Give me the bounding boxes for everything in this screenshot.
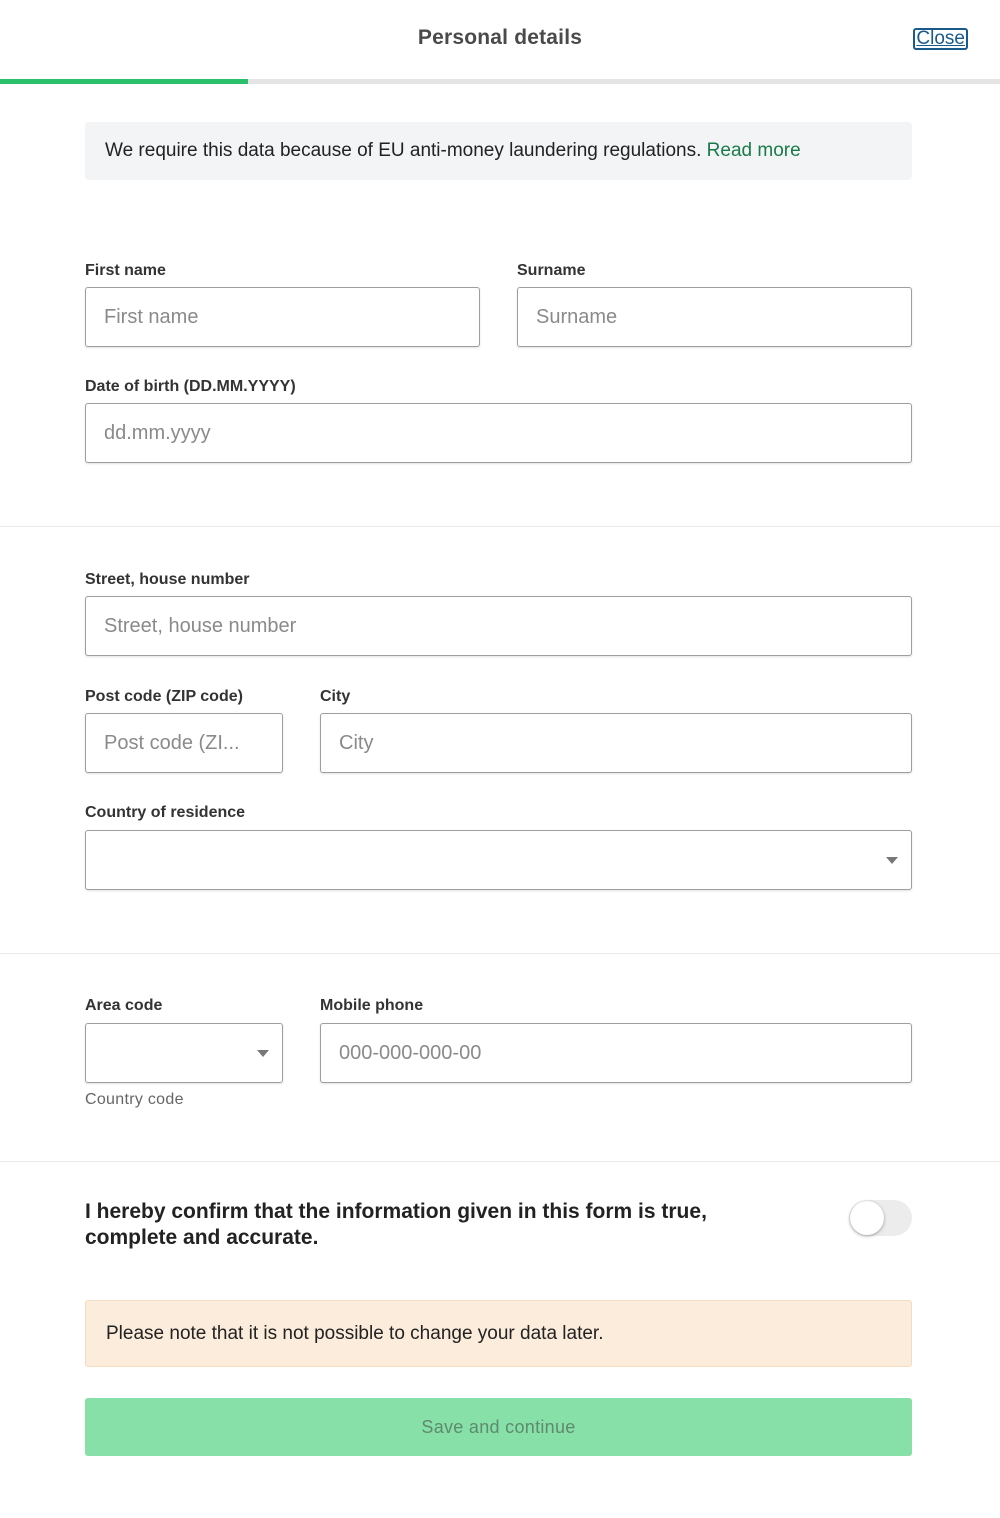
progress-fill: [0, 79, 248, 84]
country-select[interactable]: [85, 830, 912, 890]
first-name-label: First name: [85, 262, 166, 279]
city-label: City: [320, 688, 351, 705]
area-code-helper: Country code: [85, 1091, 184, 1108]
surname-input[interactable]: [517, 287, 912, 347]
toggle-knob: [850, 1201, 884, 1235]
mobile-label: Mobile phone: [320, 997, 424, 1014]
close-button[interactable]: Close: [913, 28, 968, 50]
street-input[interactable]: [85, 596, 912, 656]
postcode-label: Post code (ZIP code): [85, 688, 243, 705]
read-more-link[interactable]: Read more: [706, 140, 801, 161]
street-label: Street, house number: [85, 571, 250, 588]
info-banner: [85, 122, 912, 180]
section-divider: [0, 953, 1000, 954]
chevron-down-icon: [257, 1050, 269, 1057]
confirm-text: I hereby confirm that the information given in this form is true, complete and accurate.: [85, 1200, 707, 1249]
info-text: We require this data because of EU anti-money laundering regulations.: [105, 140, 702, 161]
header: [0, 0, 1000, 80]
warning-text: Please note that it is not possible to change your data later.: [106, 1323, 604, 1344]
section-divider: [0, 526, 1000, 527]
warning-banner: [85, 1300, 912, 1367]
section-divider: [0, 1161, 1000, 1162]
postcode-input[interactable]: [85, 713, 283, 773]
country-label: Country of residence: [85, 804, 246, 821]
area-code-select[interactable]: [85, 1023, 283, 1083]
area-code-label: Area code: [85, 997, 163, 1014]
mobile-input[interactable]: [320, 1023, 912, 1083]
chevron-down-icon: [886, 857, 898, 864]
page-title: Personal details: [417, 26, 583, 49]
surname-label: Surname: [517, 262, 586, 279]
save-and-continue-button[interactable]: Save and continue: [85, 1398, 912, 1456]
city-input[interactable]: [320, 713, 912, 773]
dob-label: Date of birth (DD.MM.YYYY): [85, 378, 296, 395]
first-name-input[interactable]: [85, 287, 480, 347]
dob-input[interactable]: [85, 403, 912, 463]
confirm-toggle[interactable]: [849, 1200, 912, 1236]
progress-bar: [0, 79, 1000, 84]
